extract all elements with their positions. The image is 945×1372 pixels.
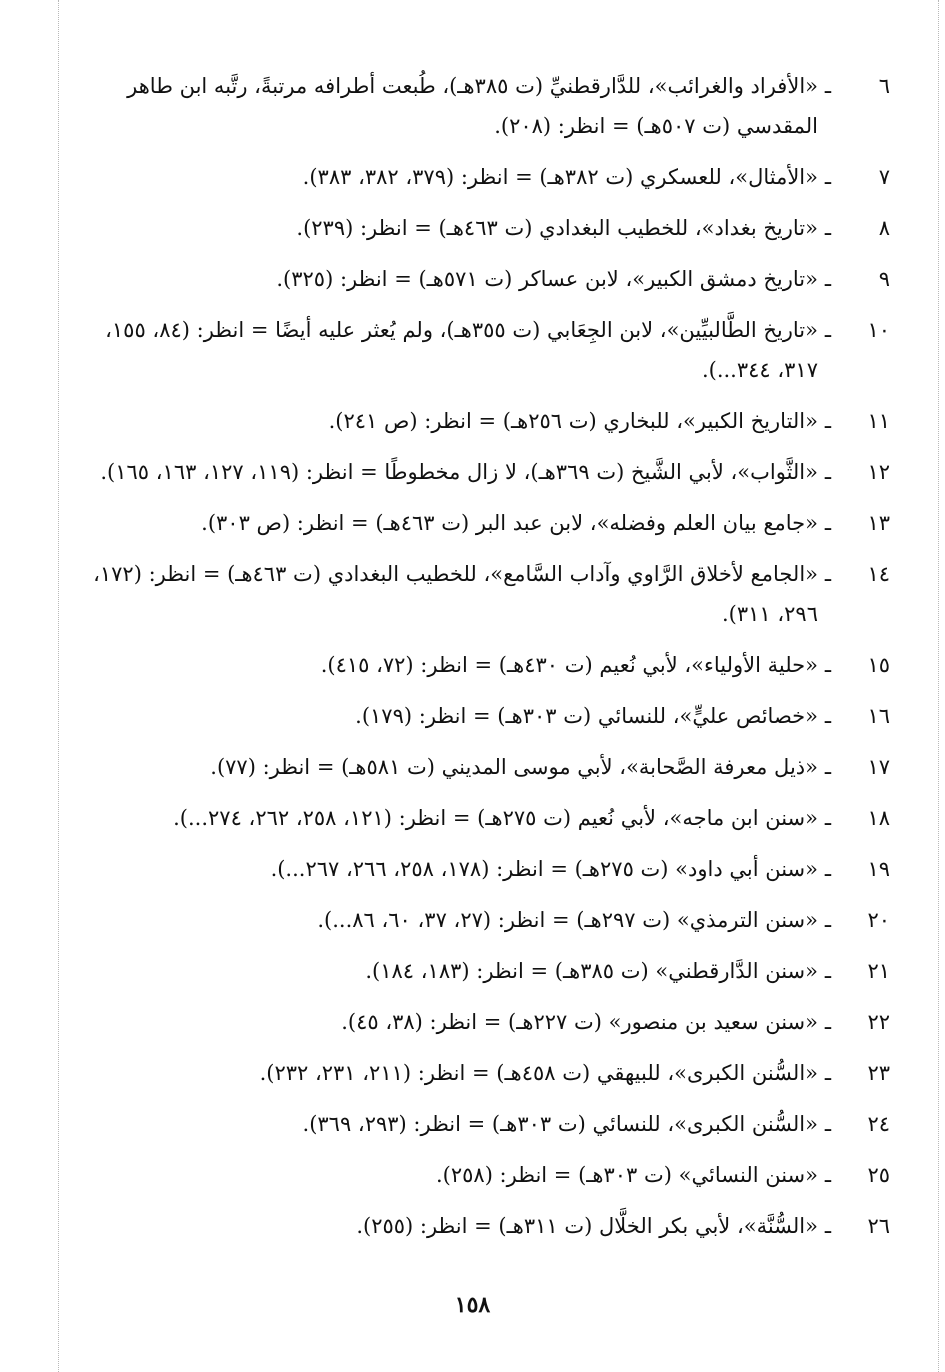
entry-dash: ـ xyxy=(824,74,832,98)
entry-text: «جامع بيان العلم وفضله»، لابن عبد البر (ت ٤٦٣هـ) = انظر: (ص ٣٠٣). xyxy=(201,511,818,535)
entry-text: «ذيل معرفة الصَّحابة»، لأبي موسى المديني (ت ٥٨١هـ) = انظر: (٧٧). xyxy=(210,755,818,779)
entry-number: ٦ xyxy=(878,74,890,98)
list-item xyxy=(70,208,890,248)
entry-text: «الأفراد والغرائب»، للدَّارقطنيِّ (ت ٣٨٥هـ)، طُبعت أطرافه مرتبةً، رتَّبه ابن طاهر المقدسي (ت ٥٠٧هـ) = انظر: (٢٠٨). xyxy=(127,74,818,138)
entry-dash: ـ xyxy=(824,460,832,484)
list-item xyxy=(70,1002,890,1042)
entry-text: «سنن النسائي» (ت ٣٠٣هـ) = انظر: (٢٥٨). xyxy=(435,1163,818,1187)
list-item xyxy=(70,645,890,685)
entry-text: «تاريخ الطَّالبيِّين»، لابن الجِعَابي (ت ٣٥٥هـ)، ولم يُعثر عليه أيضًا = انظر: (٨٤، ١٥٥، ٣١٧، ٣٤٤...). xyxy=(105,318,818,382)
entry-dash: ـ xyxy=(824,165,832,189)
list-item xyxy=(70,66,890,146)
entry-number: ٩ xyxy=(878,267,890,291)
entry-number: ٨ xyxy=(878,216,890,240)
entry-number: ٧ xyxy=(878,165,890,189)
entry-dash: ـ xyxy=(824,216,832,240)
entry-text: «الثَّواب»، لأبي الشَّيخ (ت ٣٦٩هـ)، لا زال مخطوطًا = انظر: (١١٩، ١٢٧، ١٦٣، ١٦٥). xyxy=(100,460,818,484)
entry-text: «خصائص عليٍّ»، للنسائي (ت ٣٠٣هـ) = انظر: (١٧٩). xyxy=(355,704,818,728)
entry-number: ١٩ xyxy=(867,857,890,881)
entry-dash: ـ xyxy=(824,959,832,983)
entry-text: «الجامع لأخلاق الرَّاوي وآداب السَّامع»، للخطيب البغدادي (ت ٤٦٣هـ) = انظر: (١٧٢، ٢٩٦، ٣١١). xyxy=(93,562,818,626)
list-item xyxy=(70,157,890,197)
entry-number: ٢٤ xyxy=(867,1112,890,1136)
entry-number: ٢١ xyxy=(867,959,890,983)
entry-text: «الأمثال»، للعسكري (ت ٣٨٢هـ) = انظر: (٣٧٩، ٣٨٢، ٣٨٣). xyxy=(302,165,818,189)
entry-text: «السُّنن الكبرى»، للنسائي (ت ٣٠٣هـ) = انظر: (٢٩٣، ٣٦٩). xyxy=(302,1112,818,1136)
entry-number: ٢٠ xyxy=(867,908,890,932)
entry-dash: ـ xyxy=(824,857,832,881)
entry-dash: ـ xyxy=(824,318,832,342)
list-item xyxy=(70,696,890,736)
entry-number: ١٠ xyxy=(867,318,890,342)
entry-text: «تاريخ دمشق الكبير»، لابن عساكر (ت ٥٧١هـ) = انظر: (٣٢٥). xyxy=(276,267,818,291)
list-item xyxy=(70,1206,890,1246)
entry-dash: ـ xyxy=(824,806,832,830)
entry-dash: ـ xyxy=(824,409,832,433)
entry-number: ٢٦ xyxy=(867,1214,890,1238)
list-item xyxy=(70,503,890,543)
entry-number: ٢٥ xyxy=(867,1163,890,1187)
list-item xyxy=(70,310,890,390)
entry-number: ١٢ xyxy=(867,460,890,484)
scan-margin-line xyxy=(58,0,59,1372)
list-item xyxy=(70,554,890,634)
entry-dash: ـ xyxy=(824,511,832,535)
entry-dash: ـ xyxy=(824,1010,832,1034)
list-item xyxy=(70,401,890,441)
entry-number: ١٤ xyxy=(867,562,890,586)
entry-number: ١٣ xyxy=(867,511,890,535)
entry-number: ٢٢ xyxy=(867,1010,890,1034)
entry-dash: ـ xyxy=(824,908,832,932)
entry-text: «سنن ابن ماجه»، لأبي نُعيم (ت ٢٧٥هـ) = انظر: (١٢١، ٢٥٨، ٢٦٢، ٢٧٤...). xyxy=(173,806,818,830)
entry-number: ١٥ xyxy=(867,653,890,677)
entry-text: «السُّنن الكبرى»، للبيهقي (ت ٤٥٨هـ) = انظر: (٢١١، ٢٣١، ٢٣٢). xyxy=(259,1061,818,1085)
page-number: ١٥٨ xyxy=(454,1292,491,1318)
entry-dash: ـ xyxy=(824,653,832,677)
entry-dash: ـ xyxy=(824,704,832,728)
entry-text: «سنن سعيد بن منصور» (ت ٢٢٧هـ) = انظر: (٣٨، ٤٥). xyxy=(341,1010,818,1034)
entry-dash: ـ xyxy=(824,1112,832,1136)
list-item xyxy=(70,951,890,991)
list-item xyxy=(70,1155,890,1195)
entry-text: «تاريخ بغداد»، للخطيب البغدادي (ت ٤٦٣هـ) = انظر: (٢٣٩). xyxy=(296,216,818,240)
entry-dash: ـ xyxy=(824,267,832,291)
entry-text: «سنن أبي داود» (ت ٢٧٥هـ) = انظر: (١٧٨، ٢٥٨، ٢٦٦، ٢٦٧...). xyxy=(270,857,818,881)
list-item xyxy=(70,452,890,492)
entry-text: «سنن الترمذي» (ت ٢٩٧هـ) = انظر: (٢٧، ٣٧، ٦٠، ٨٦...). xyxy=(317,908,818,932)
entry-dash: ـ xyxy=(824,1214,832,1238)
list-item xyxy=(70,1053,890,1093)
entry-dash: ـ xyxy=(824,562,832,586)
list-item xyxy=(70,798,890,838)
entry-text: «حلية الأولياء»، لأبي نُعيم (ت ٤٣٠هـ) = انظر: (٧٢، ٤١٥). xyxy=(320,653,818,677)
entry-dash: ـ xyxy=(824,1061,832,1085)
list-item xyxy=(70,259,890,299)
scan-margin-line xyxy=(938,0,939,1372)
entry-text: «التاريخ الكبير»، للبخاري (ت ٢٥٦هـ) = انظر: (ص ٢٤١). xyxy=(328,409,818,433)
list-item xyxy=(70,900,890,940)
list-item xyxy=(70,849,890,889)
entry-text: «سنن الدَّارقطني» (ت ٣٨٥هـ) = انظر: (١٨٣، ١٨٤). xyxy=(365,959,818,983)
entry-dash: ـ xyxy=(824,1163,832,1187)
reference-list xyxy=(70,66,890,1257)
entry-number: ١٦ xyxy=(867,704,890,728)
entry-number: ١١ xyxy=(867,409,890,433)
list-item xyxy=(70,747,890,787)
entry-number: ٢٣ xyxy=(867,1061,890,1085)
entry-text: «السُّنَّة»، لأبي بكر الخلَّال (ت ٣١١هـ) = انظر: (٢٥٥). xyxy=(356,1214,818,1238)
list-item xyxy=(70,1104,890,1144)
entry-number: ١٨ xyxy=(867,806,890,830)
entry-dash: ـ xyxy=(824,755,832,779)
entry-number: ١٧ xyxy=(867,755,890,779)
